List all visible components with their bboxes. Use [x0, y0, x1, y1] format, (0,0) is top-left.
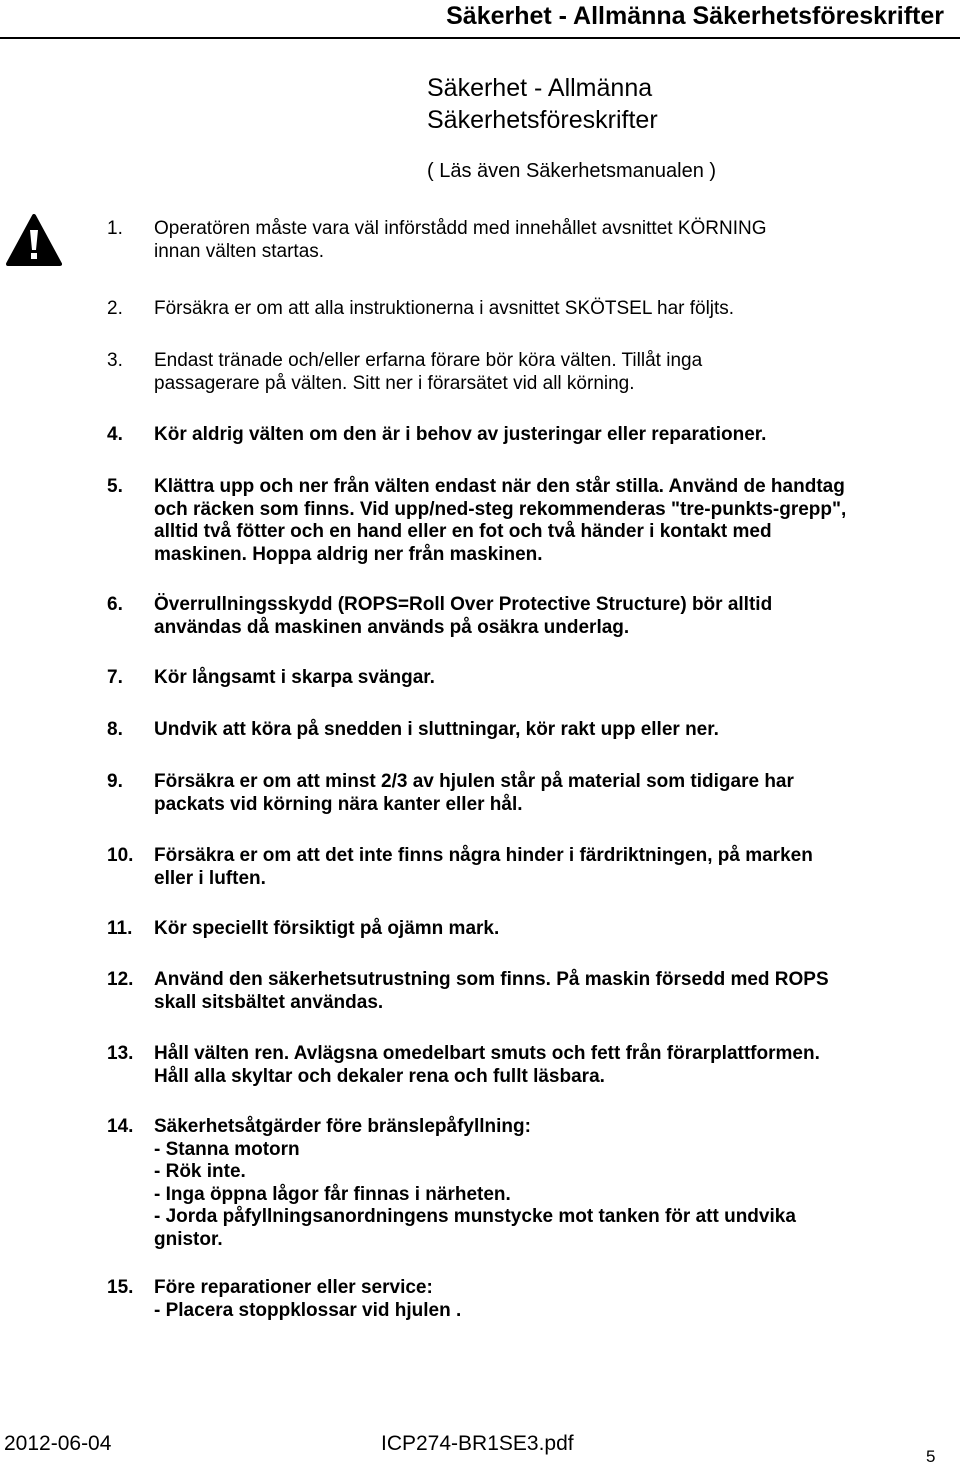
- list-item-number: 7.: [107, 667, 123, 688]
- list-item-text: Kör aldrig välten om den är i behov av justeringar eller reparationer.: [154, 424, 767, 445]
- list-item-number: 11.: [107, 918, 133, 939]
- list-item-text: Kör speciellt försiktigt på ojämn mark.: [154, 918, 500, 939]
- footer-filename: ICP274-BR1SE3.pdf: [381, 1432, 574, 1455]
- list-item-number: 9.: [107, 771, 123, 792]
- list-item-text: Kör långsamt i skarpa svängar.: [154, 667, 435, 688]
- list-item-number: 15.: [107, 1277, 134, 1298]
- list-item-number: 8.: [107, 719, 123, 740]
- list-item-text: Försäkra er om att minst 2/3 av hjulen står på material som tidigare har packats vid körning nära kanter eller hål.: [154, 771, 794, 815]
- footer-date: 2012-06-04: [4, 1432, 112, 1455]
- list-item-text: Försäkra er om att alla instruktionerna i avsnittet SKÖTSEL har följts.: [154, 298, 735, 319]
- list-item-text: Använd den säkerhetsutrustning som finns. På maskin försedd med ROPS skall sitsbältet användas.: [154, 969, 829, 1013]
- page-title-line-2: Säkerhetsföreskrifter: [427, 106, 658, 134]
- list-item-number: 14.: [107, 1116, 134, 1137]
- warning-triangle-icon: [6, 214, 62, 266]
- list-item-number: 4.: [107, 424, 123, 445]
- page-subtitle: ( Läs även Säkerhetsmanualen ): [427, 160, 717, 182]
- list-item-number: 13.: [107, 1043, 134, 1064]
- header-divider: [0, 37, 960, 39]
- list-item-number: 3.: [107, 350, 123, 371]
- page-title-line-1: Säkerhet - Allmänna: [427, 74, 653, 102]
- list-item-number: 10.: [107, 845, 134, 866]
- list-item-text: Håll välten ren. Avlägsna omedelbart smuts och fett från förarplattformen. Håll alla skyltar och dekaler rena och fullt läsbara.: [154, 1043, 820, 1087]
- list-item-text: Endast tränade och/eller erfarna förare bör köra välten. Tillåt inga passagerare på välten. Sitt ner i förarsätet vid all körning.: [154, 350, 703, 394]
- list-item-number: 1.: [107, 218, 123, 239]
- list-item-text: Operatören måste vara väl införstådd med innehållet avsnittet KÖRNING innan välten startas.: [154, 218, 767, 262]
- list-item-text: Före reparationer eller service: - Placera stoppklossar vid hjulen .: [154, 1277, 462, 1321]
- page-number: 5: [926, 1447, 936, 1466]
- list-item-number: 2.: [107, 298, 123, 319]
- list-item-number: 5.: [107, 476, 123, 497]
- list-item-text: Säkerhetsåtgärder före bränslepåfyllning: - Stanna motorn - Rök inte. - Inga öppna lågor får finnas i närheten. - Jorda påfyllningsanordningens munstycke mot tanken för att undvika gnistor.: [154, 1116, 796, 1250]
- list-item-text: Undvik att köra på snedden i sluttningar, kör rakt upp eller ner.: [154, 719, 719, 740]
- list-item-text: Överrullningsskydd (ROPS=Roll Over Protective Structure) bör alltid användas då maskinen används på osäkra underlag.: [154, 594, 773, 638]
- running-header-title: Säkerhet - Allmänna Säkerhetsföreskrifter: [446, 2, 944, 30]
- list-item-number: 12.: [107, 969, 134, 990]
- list-item-text: Klättra upp och ner från välten endast när den står stilla. Använd de handtag och räcken som finns. Vid upp/ned-steg rekommenderas "tre-punkts-grepp", alltid två fötter och en hand eller en fot och två händer i kontakt med maskinen. Hoppa aldrig ner från maskinen.: [154, 476, 847, 565]
- page-title: [427, 72, 658, 136]
- list-item-number: 6.: [107, 594, 123, 615]
- list-item-text: Försäkra er om att det inte finns några hinder i färdriktningen, på marken eller i luften.: [154, 845, 813, 889]
